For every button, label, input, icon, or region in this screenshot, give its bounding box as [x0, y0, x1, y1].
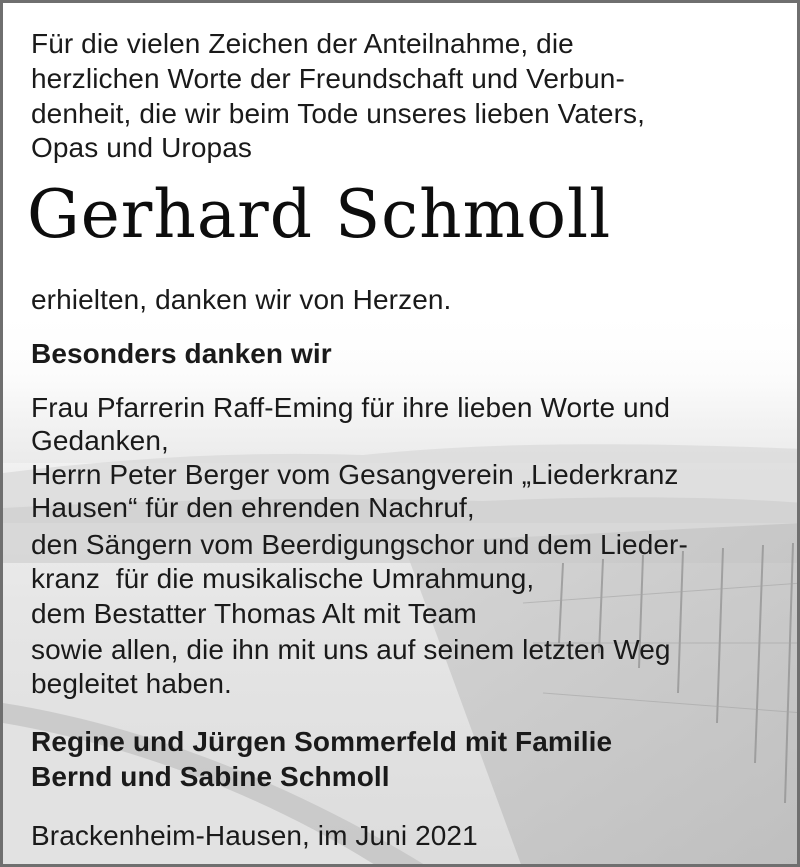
special-thanks-line: den Sängern vom Beerdigungschor und dem Lieder-: [31, 529, 688, 560]
intro-line: Für die vielen Zeichen der Anteilnahme, die: [31, 28, 574, 59]
place-date: Brackenheim-Hausen, im Juni 2021: [31, 820, 478, 851]
intro-line: Opas und Uropas: [31, 132, 252, 163]
special-thanks-line: Frau Pfarrerin Raff-Eming für ihre lieben Worte und: [31, 392, 671, 423]
special-thanks-line: dem Bestatter Thomas Alt mit Team: [31, 598, 477, 629]
special-thanks-heading: Besonders danken wir: [31, 338, 332, 369]
intro-line: denheit, die wir beim Tode unseres lieben Vaters,: [31, 98, 645, 129]
special-thanks-line: Herrn Peter Berger vom Gesangverein „Liederkranz: [31, 459, 679, 490]
special-thanks-line: begleitet haben.: [31, 668, 232, 699]
deceased-name: Gerhard Schmoll: [27, 176, 612, 253]
special-thanks-line: kranz für die musikalische Umrahmung,: [31, 563, 535, 594]
signatory-line: Bernd und Sabine Schmoll: [31, 761, 390, 792]
special-thanks-line: Hausen“ für den ehrenden Nachruf,: [31, 492, 475, 523]
obituary-text: [3, 3, 800, 867]
intro-line: herzlichen Worte der Freundschaft und Verbun-: [31, 63, 625, 94]
thanks-line: erhielten, danken wir von Herzen.: [31, 284, 452, 315]
special-thanks-line: sowie allen, die ihn mit uns auf seinem letzten Weg: [31, 634, 671, 665]
signatory-line: Regine und Jürgen Sommerfeld mit Familie: [31, 726, 613, 757]
special-thanks-line: Gedanken,: [31, 425, 169, 456]
